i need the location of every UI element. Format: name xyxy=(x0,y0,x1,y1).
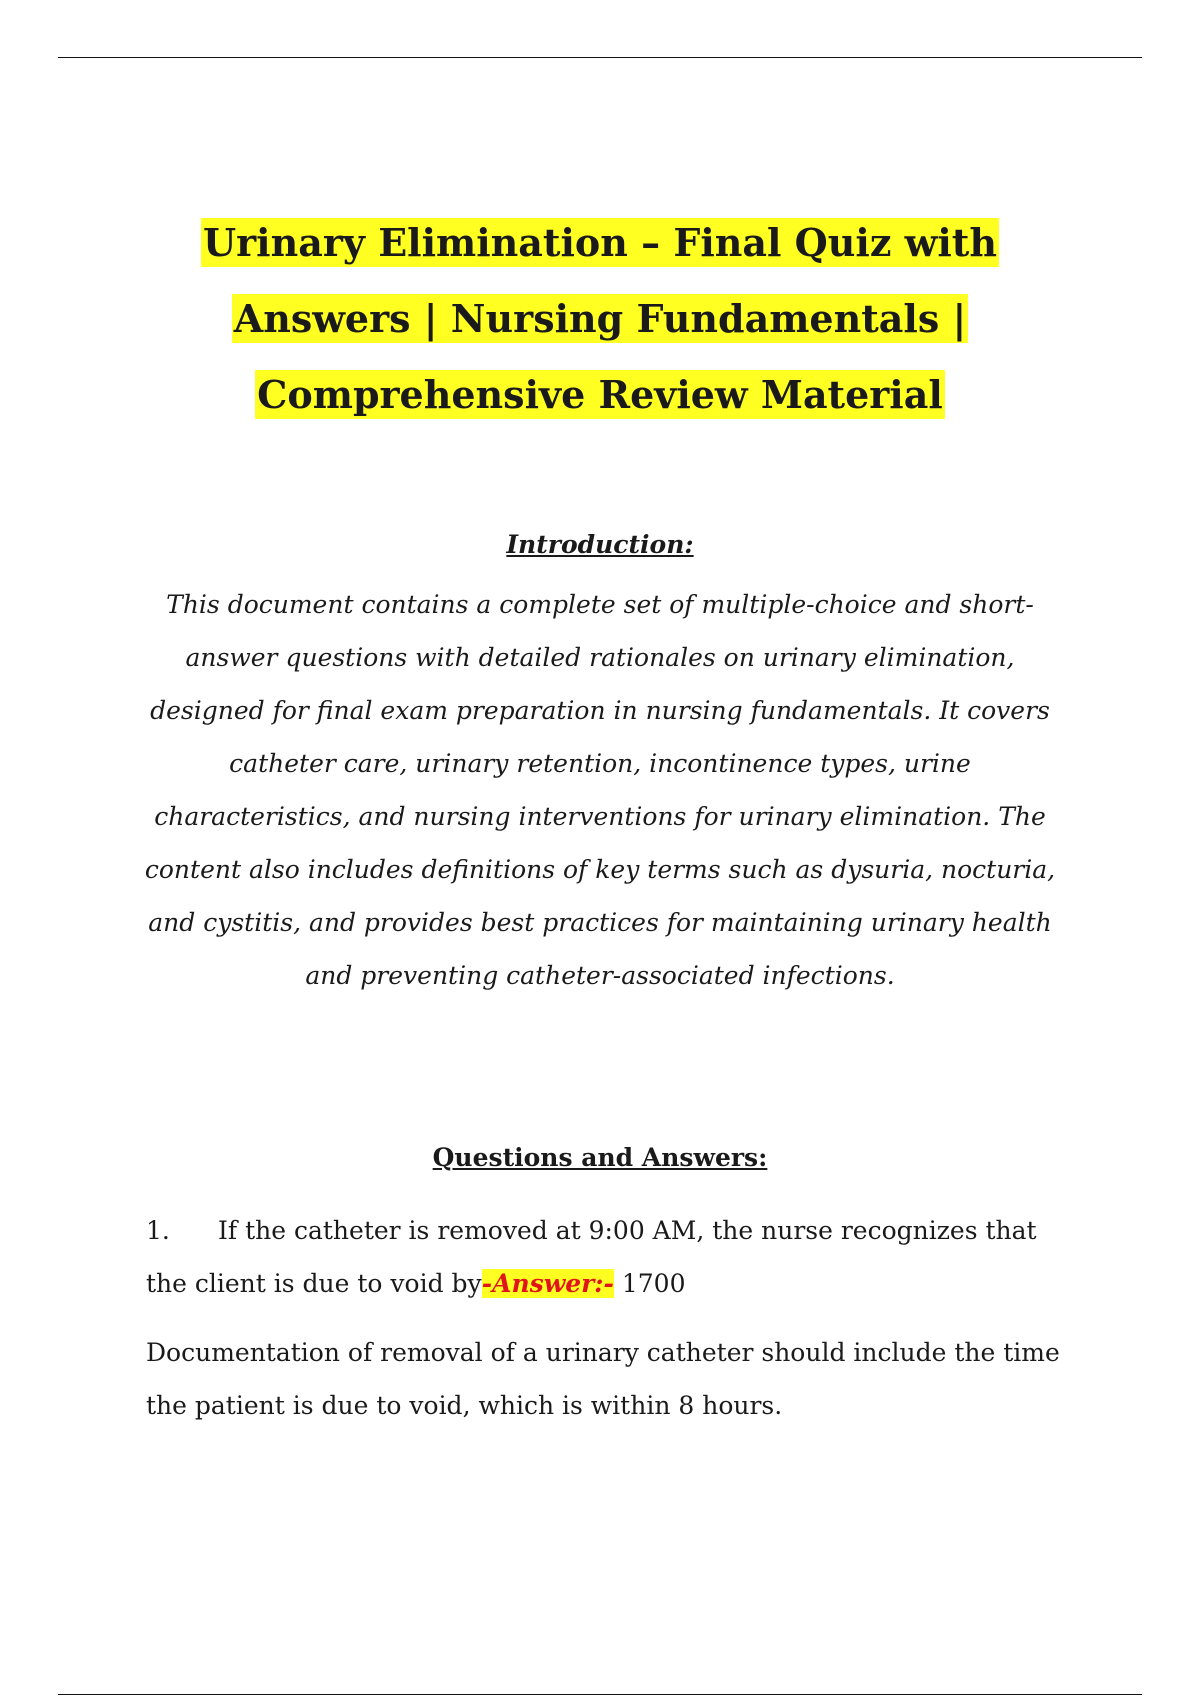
header-rule xyxy=(58,57,1142,58)
title-line-1: Urinary Elimination – Final Quiz with xyxy=(203,220,997,265)
question-1 xyxy=(146,1204,1076,1310)
question-text: If the catheter is removed at 9:00 AM, the nurse recognizes that the client is due to void by xyxy=(146,1216,1037,1298)
introduction-heading: Introduction: xyxy=(506,530,694,559)
question-number: 1. xyxy=(146,1216,170,1245)
title-line-3: Comprehensive Review Material xyxy=(257,372,943,417)
document-title xyxy=(140,205,1060,433)
introduction-body: This document contains a complete set of multiple-choice and short-answer questions with detailed rationales on urinary elimination, designed for final exam preparation in nursing fundamentals. It covers catheter care, urinary retention, incontinence types, urine characteristics, and nursing interventions for urinary elimination. The content also includes definitions of key terms such as dysuria, nocturia, and cystitis, and provides best practices for maintaining urinary health and preventing catheter-associated infections. xyxy=(144,590,1056,990)
title-line-2: Answers | Nursing Fundamentals | xyxy=(233,296,967,341)
footer-rule xyxy=(58,1694,1142,1695)
answer-label: -Answer:- xyxy=(481,1269,614,1298)
answer-value: 1700 xyxy=(613,1269,686,1298)
question-1-rationale: Documentation of removal of a urinary catheter should include the time the patient is due to void, which is within 8 hours. xyxy=(146,1338,1060,1420)
questions-heading: Questions and Answers: xyxy=(432,1143,768,1172)
